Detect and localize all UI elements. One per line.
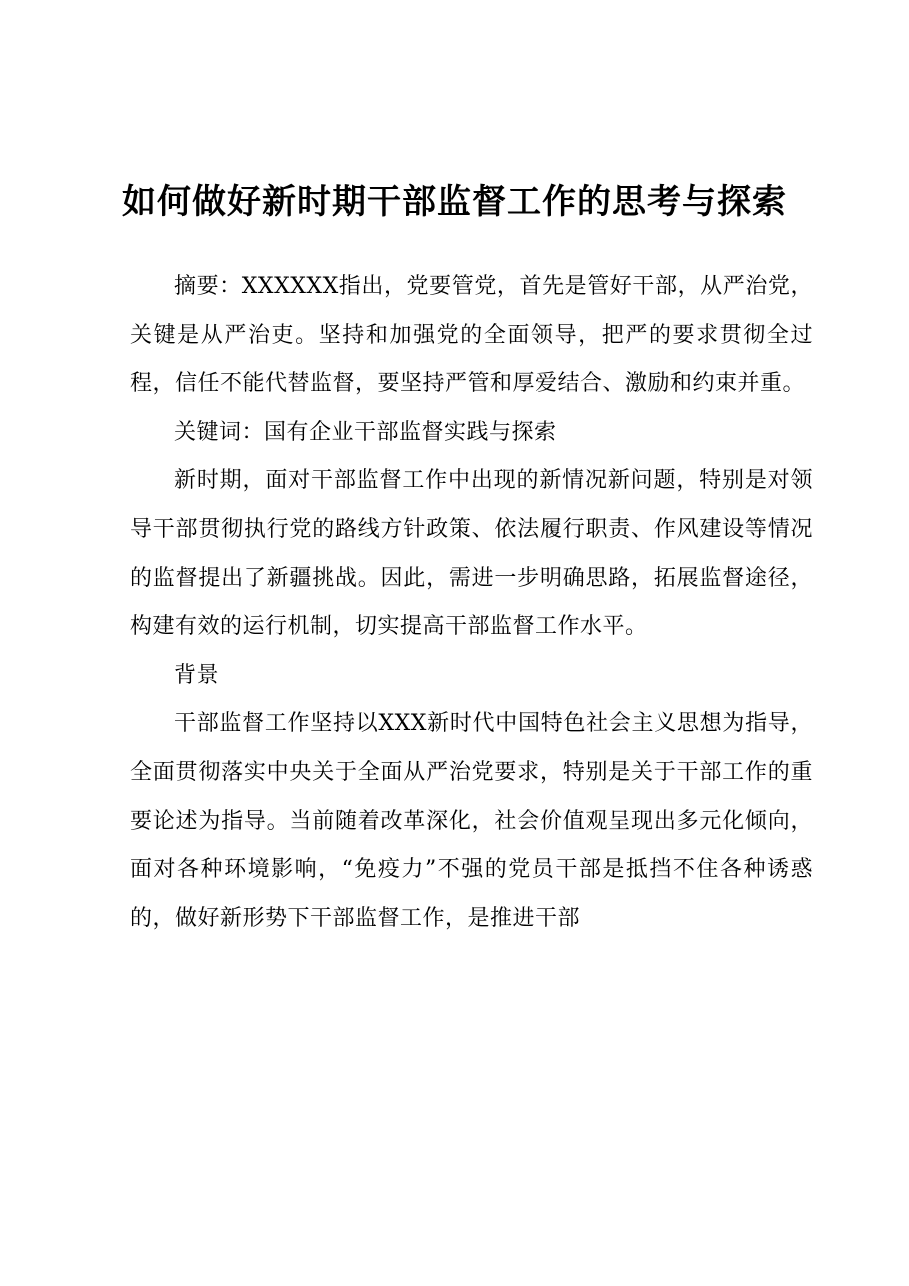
background-heading: 背景 bbox=[174, 662, 220, 688]
background-paragraph: 干部监督工作坚持以XXX新时代中国特色社会主义思想为指导，全面贯彻落实中央关于全面从严治党要求，特别是关于干部工作的重要论述为指导。当前随着改革深化，社会价值观呈现出多元化倾向，面对各种环境影响，“免疫力”不强的党员干部是抵挡不住各种诱惑的，做好新形势下干部监督工作，是推进干部 bbox=[130, 711, 813, 931]
document-body bbox=[130, 263, 813, 943]
document-title: 如何做好新时期干部监督工作的思考与探索 bbox=[122, 182, 787, 222]
abstract-paragraph: 摘要：XXXXXX指出，党要管党，首先是管好干部，从严治党，关键是从严治吏。坚持和加强党的全面领导，把严的要求贯彻全过程，信任不能代替监督，要坚持严管和厚爱结合、激励和约束并重。 bbox=[130, 274, 813, 397]
keywords-paragraph: 关键词：国有企业干部监督实践与探索 bbox=[174, 419, 557, 445]
intro-paragraph: 新时期，面对干部监督工作中出现的新情况新问题，特别是对领导干部贯彻执行党的路线方针政策、依法履行职责、作风建设等情况的监督提出了新疆挑战。因此，需进一步明确思路，拓展监督途径，构建有效的运行机制，切实提高干部监督工作水平。 bbox=[130, 468, 813, 640]
